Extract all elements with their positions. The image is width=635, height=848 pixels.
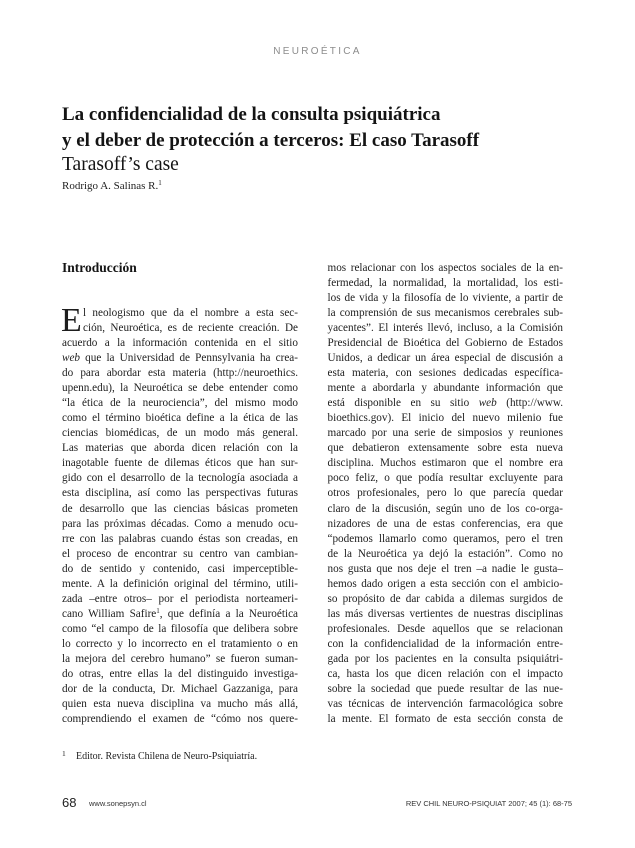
body-text-line: esta disciplina, así como las perspectivas futuras [62,487,298,500]
body-text-line: hemos dado origen a esta sección con el ambicio- [327,577,563,590]
body-text-line: gada por los pacientes en la consulta psiquiátri- [327,653,563,666]
body-text-line: de desarrollo que las ciencias básicas prometen [62,502,298,515]
body-text-line: acuerdo a la información contenida en el sitio [62,336,298,349]
journal-website: www.sonepsyn.cl [89,799,147,808]
right-column [328,261,564,728]
body-text-line: para las próximas décadas. Como a menudo ocu- [62,517,298,530]
italic-term: web [62,351,81,364]
body-text-line: marcado por una serie de simposios y reuniones [327,427,563,440]
body-text-line: do para abordar esta materia (http://neuroethics. [62,366,298,379]
body-text-line: como “el campo de la filosofía que delibera sobre [62,623,298,636]
body-text-line: quien esta nueva disciplina va mucho más allá, [62,698,298,711]
body-text-line: sobre la sociedad que puede resultar de las nue- [327,683,563,696]
body-text-line [62,351,298,366]
body-text-line: do otras, entre ellas la del distinguido investiga- [62,668,298,681]
body-text-line: la mente. El formato de esta sección consta de [327,713,563,726]
body-text-line: rre con las palabras cuando éstas son creadas, en [62,532,298,545]
body-text-line: mos relacionar con los aspectos sociales de la en- [327,261,563,274]
body-text-line: disciplina. Muchos estimaron que el nombre era [327,457,563,470]
body-text-line: “la ética de la neurociencia”, del mismo modo [62,397,298,410]
body-text-line: so propósito de dar cabida a dilemas surgidos de [327,592,563,605]
body-text-line: profesionales. Desde aquellos que se relacionan [327,623,563,635]
body-text-line [62,607,298,622]
body-text-line: ción, Neuroética, es de reciente creación. De [83,321,298,334]
body-text-line: do de sentido y contenido, casi imperceptible- [62,562,298,575]
body-text-line: la comprensión de sus mecanismos cerebrales sub- [327,306,563,319]
body-text-line: “podemos llamarlo como queramos, pero el tren [327,532,563,545]
body-text-line: dor de la conducta, Dr. Michael Gazzaniga, para [62,683,298,696]
body-text-line: los de vida y la filosofía de lo viviente, a partir de [327,291,563,304]
body-text-line: nizadores de una de estas conferencias, era que [327,517,563,530]
author-name: Rodrigo A. Salinas R. [62,180,159,192]
body-text-line: esta materia, con sesiones dedicadas específica- [327,366,563,379]
body-text-line: fermedad, la normalidad, la mortalidad, los esti- [327,276,563,289]
body-text-line: ca, hasta los que dicen relación con el impacto [327,668,563,681]
body-text-line: lo correcto y lo incorrecto en el tratamiento o en [62,638,298,651]
body-text-line: como el término bioética define a la ética de las [62,412,298,425]
footnote-marker: 1 [62,749,66,758]
body-text-line [328,396,564,411]
body-text-line: nos gusta que nos deje el tren –a nadie le gusta– [327,562,563,575]
body-text-line: claro de la discusión, según uno de los co-orga- [327,502,563,515]
text-run: que la Universidad de Pennsylvania ha crea- [80,351,298,364]
footnote-text: Editor. Revista Chilena de Neuro-Psiquiatría. [76,751,258,762]
body-text-line: bioethics.gov). El inicio del nuevo milenio fue [327,412,563,425]
text-run: , que definía a la Neuroética [159,607,298,620]
body-text-line: comprendiendo el examen de “cómo nos quere- [62,713,298,726]
author-line [62,179,162,193]
article-subtitle: Tarasoff’s case [62,154,179,175]
body-text-line: Unidos, a dedicar un área especial de discusión a [327,351,563,364]
section-heading: Introducción [62,260,137,275]
body-text-line: inagotable fuente de dilemas éticos que han sur- [62,457,298,470]
body-text-line: otros profesionales, pero lo que parecía quedar [327,487,563,500]
body-text-line: de la Neuroética ya dejó la estación”. Como no [327,547,563,560]
body-text-line: mente a abordarla y abundante información que [327,382,563,394]
body-text-line: la mejora del cerebro humano” se fueron suman- [62,653,298,666]
text-run: cano William Safire [62,607,157,620]
body-text-line: yacentes”. El interés llevó, incluso, a la Comisión [327,321,563,334]
italic-term: web [478,397,497,410]
body-text-line: Las materias que aborda dicen relación con la [62,442,298,455]
author-footnote-ref: 1 [158,179,162,187]
drop-cap: E [61,301,82,339]
body-text-line: gido con el desarrollo de la tecnología asociada a [62,472,298,485]
section-label: NEUROÉTICA [273,46,362,57]
footnote-ref: 1 [156,606,160,615]
body-text-line: con la confidencialidad de la información entre- [327,638,563,651]
body-text-line: poco feliz, o que podía resultar excluyente para [327,472,563,485]
body-text-line: upenn.edu), la Neuroética se debe entender como [62,382,298,395]
body-text-line: mente. A la definición original del término, utili- [62,577,298,590]
text-run: (http://www. [496,397,563,410]
body-text-line: las más diversas vertientes de nuestras disciplinas [327,607,563,620]
left-column [61,301,298,728]
body-text-line: zada –entre otros– por el periodista norteameri- [62,592,298,605]
body-text-line: ciencias biomédicas, de un modo más general. [62,427,298,440]
body-text-line: el proceso de encontrar su centro van cambian- [62,547,298,560]
article-title-line: La confidencialidad de la consulta psiquiátrica [62,104,441,125]
article-title-line: y el deber de protección a terceros: El caso Tarasoff [62,130,480,151]
page-number: 68 [62,795,77,810]
body-text-line: l neologismo que da el nombre a esta sec- [83,306,298,319]
body-text-line: Presidencial de Bioética del Gobierno de Estados [327,336,563,349]
body-text-line: que debatieron extensamente sobre esta nueva [327,442,563,455]
journal-citation: REV CHIL NEURO-PSIQUIAT 2007; 45 (1): 68-75 [405,799,572,808]
body-text-line: vas técnicas de intervención farmacológica sobre [327,698,563,711]
text-run: está disponible en su sitio [327,397,479,410]
